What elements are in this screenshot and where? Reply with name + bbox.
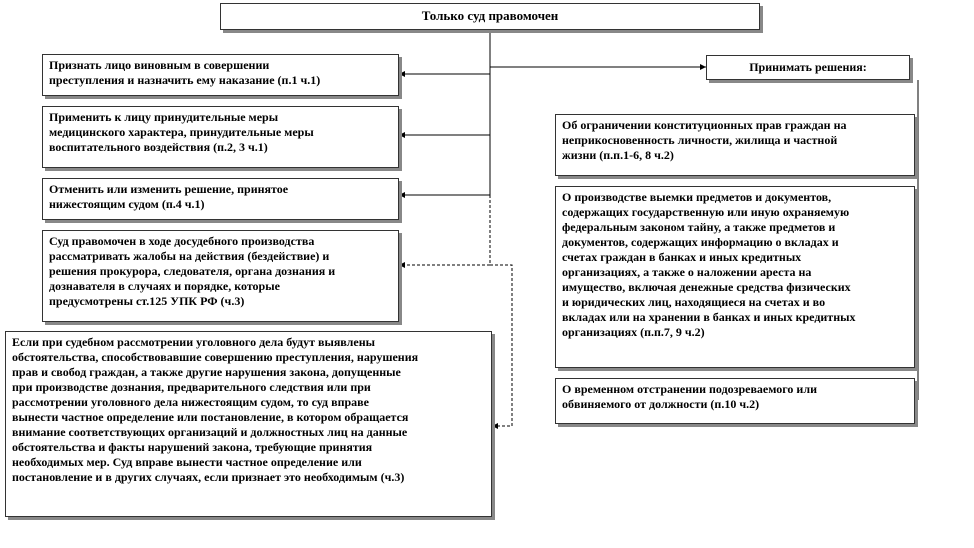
right-item-2: О производстве выемки предметов и документов, содержащих государственную или иную охраняемую федеральным законом тайну, а также предметов и документов, содержащих информацию о вкладах и счетах граждан в банках и иных кредитных организациях, а также о наложении ареста на имущество, включая денежные средства физических и юридических лиц, находящиеся на счетах и во вкладах или на хранении в банках и иных кредитных организациях (п.п.7, 9 ч.2) (555, 186, 915, 368)
left-item-4: Суд правомочен в ходе досудебного производства рассматривать жалобы на действия (бездействие) и решения прокурора, следователя, органа дознания и дознавателя в случаях и порядке, которые предусмотрены ст.125 УПК РФ (ч.3) (42, 230, 399, 322)
right-item-3: О временном отстранении подозреваемого или обвиняемого от должности (п.10 ч.2) (555, 378, 915, 424)
left-item-3: Отменить или изменить решение, принятое нижестоящим судом (п.4 ч.1) (42, 178, 399, 220)
title-box: Только суд правомочен (220, 3, 760, 30)
right-title-box: Принимать решения: (706, 55, 910, 80)
right-item-1: Об ограничении конституционных прав граждан на неприкосновенность личности, жилища и частной жизни (п.п.1-6, 8 ч.2) (555, 114, 915, 176)
left-item-2: Применить к лицу принудительные меры медицинского характера, принудительные меры воспитательного воздействия (п.2, 3 ч.1) (42, 106, 399, 168)
left-item-1: Признать лицо виновным в совершении преступления и назначить ему наказание (п.1 ч.1) (42, 54, 399, 96)
bottom-item: Если при судебном рассмотрении уголовного дела будут выявлены обстоятельства, способствовавшие совершению преступления, нарушения прав и свобод граждан, а также другие нарушения закона, допущенные при производстве дознания, предварительного следствия или при рассмотрении уголовного дела нижестоящим судом, то суд вправе вынести частное определение или постановление, в котором обращается внимание соответствующих организаций и должностных лиц на данные обстоятельства и факты нарушений закона, требующие принятия необходимых мер. Суд вправе вынести частное определение или постановление и в других случаях, если признает это необходимым (ч.3) (5, 331, 492, 517)
